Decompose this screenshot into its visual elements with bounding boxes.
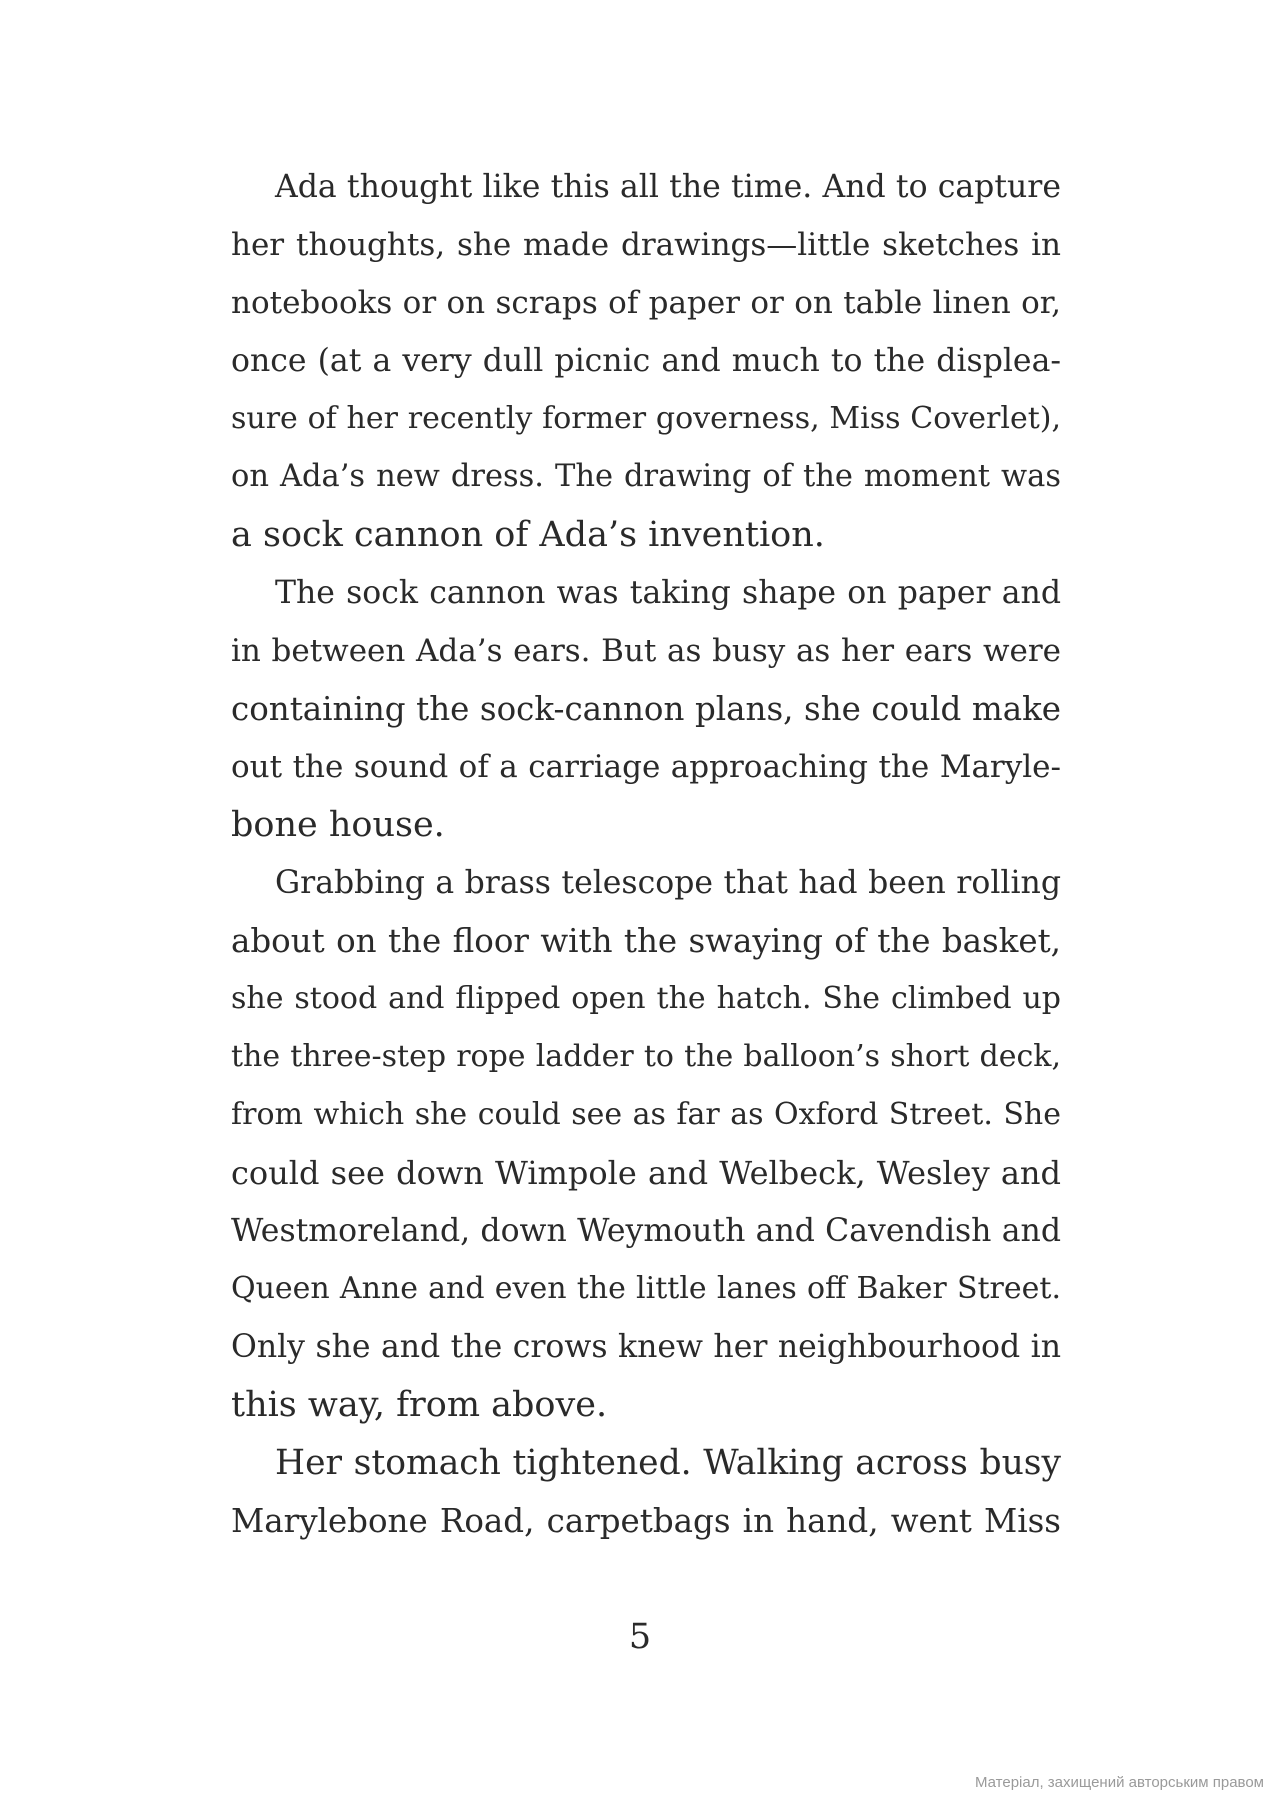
text-line: about on the floor with the swaying of the basket, xyxy=(231,922,1061,960)
text-line: bone house. xyxy=(231,805,445,845)
text-line: sure of her recently former governess, Miss Coverlet), xyxy=(231,401,1061,436)
text-line: Ada thought like this all the time. And to capture xyxy=(275,169,1061,205)
text-line: Marylebone Road, carpetbags in hand, went Miss xyxy=(231,1502,1061,1540)
paragraph xyxy=(231,854,1061,1434)
text-line: The sock cannon was taking shape on paper and xyxy=(275,575,1061,611)
paragraph xyxy=(231,1434,1061,1550)
text-line: notebooks or on scraps of paper or on table linen or, xyxy=(231,285,1061,321)
text-line: Her stomach tightened. Walking across busy xyxy=(275,1443,1061,1483)
text-line: from which she could see as far as Oxford Street. She xyxy=(231,1097,1061,1132)
text-line: a sock cannon of Ada’s invention. xyxy=(231,515,825,555)
copyright-watermark: Матеріал, захищений авторським правом xyxy=(974,1774,1264,1791)
paragraph xyxy=(231,158,1061,564)
text-line: this way, from above. xyxy=(231,1385,608,1425)
paragraph xyxy=(231,564,1061,854)
text-line: once (at a very dull picnic and much to the displea- xyxy=(231,343,1061,379)
text-line: her thoughts, she made drawings—little sketches in xyxy=(231,227,1061,263)
text-line: the three-step rope ladder to the balloon’s short deck, xyxy=(231,1039,1061,1074)
text-line: in between Ada’s ears. But as busy as her ears were xyxy=(231,633,1061,669)
text-line: Grabbing a brass telescope that had been rolling xyxy=(275,865,1061,901)
body-text xyxy=(231,158,1061,1550)
text-line: on Ada’s new dress. The drawing of the moment was xyxy=(231,459,1061,494)
text-line: she stood and flipped open the hatch. She climbed up xyxy=(231,981,1061,1016)
page-number: 5 xyxy=(628,1617,652,1657)
text-line: out the sound of a carriage approaching the Maryle- xyxy=(231,749,1061,785)
text-line: containing the sock-cannon plans, she could make xyxy=(231,690,1061,728)
text-line: Queen Anne and even the little lanes off Baker Street. xyxy=(231,1271,1061,1306)
text-line: Westmoreland, down Weymouth and Cavendish and xyxy=(231,1213,1061,1249)
text-line: Only she and the crows knew her neighbourhood in xyxy=(231,1329,1061,1365)
text-line: could see down Wimpole and Welbeck, Wesley and xyxy=(231,1154,1061,1192)
